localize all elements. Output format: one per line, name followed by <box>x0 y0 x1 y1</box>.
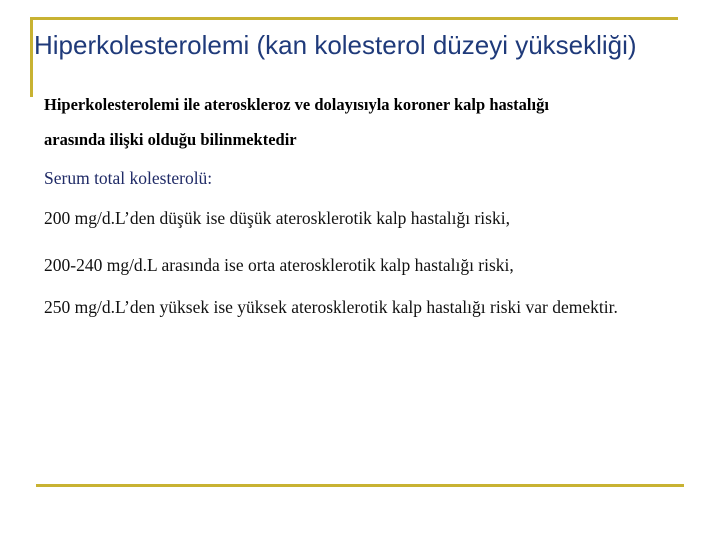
intro-line-1: Hiperkolesterolemi ile ateroskleroz ve dolayısıyla koroner kalp hastalığı <box>44 95 549 114</box>
slide-title: Hiperkolesterolemi (kan kolesterol düzeyi yüksekliği) <box>34 30 637 60</box>
bottom-accent-line <box>36 484 684 487</box>
intro-line-2: arasında ilişki olduğu bilinmektedir <box>44 130 297 149</box>
intro-text <box>44 87 704 157</box>
risk-item-low: 200 mg/d.L’den düşük ise düşük aterosklerotik kalp hastalığı riski, <box>44 208 510 228</box>
risk-item-medium: 200-240 mg/d.L arasında ise orta aterosklerotik kalp hastalığı riski, <box>44 255 514 275</box>
left-accent-line <box>30 17 33 97</box>
risk-item-high: 250 mg/d.L’den yüksek ise yüksek aterosklerotik kalp hastalığı riski var demektir. <box>44 297 618 317</box>
top-accent-line <box>30 17 678 20</box>
subheading: Serum total kolesterolü: <box>44 168 213 188</box>
